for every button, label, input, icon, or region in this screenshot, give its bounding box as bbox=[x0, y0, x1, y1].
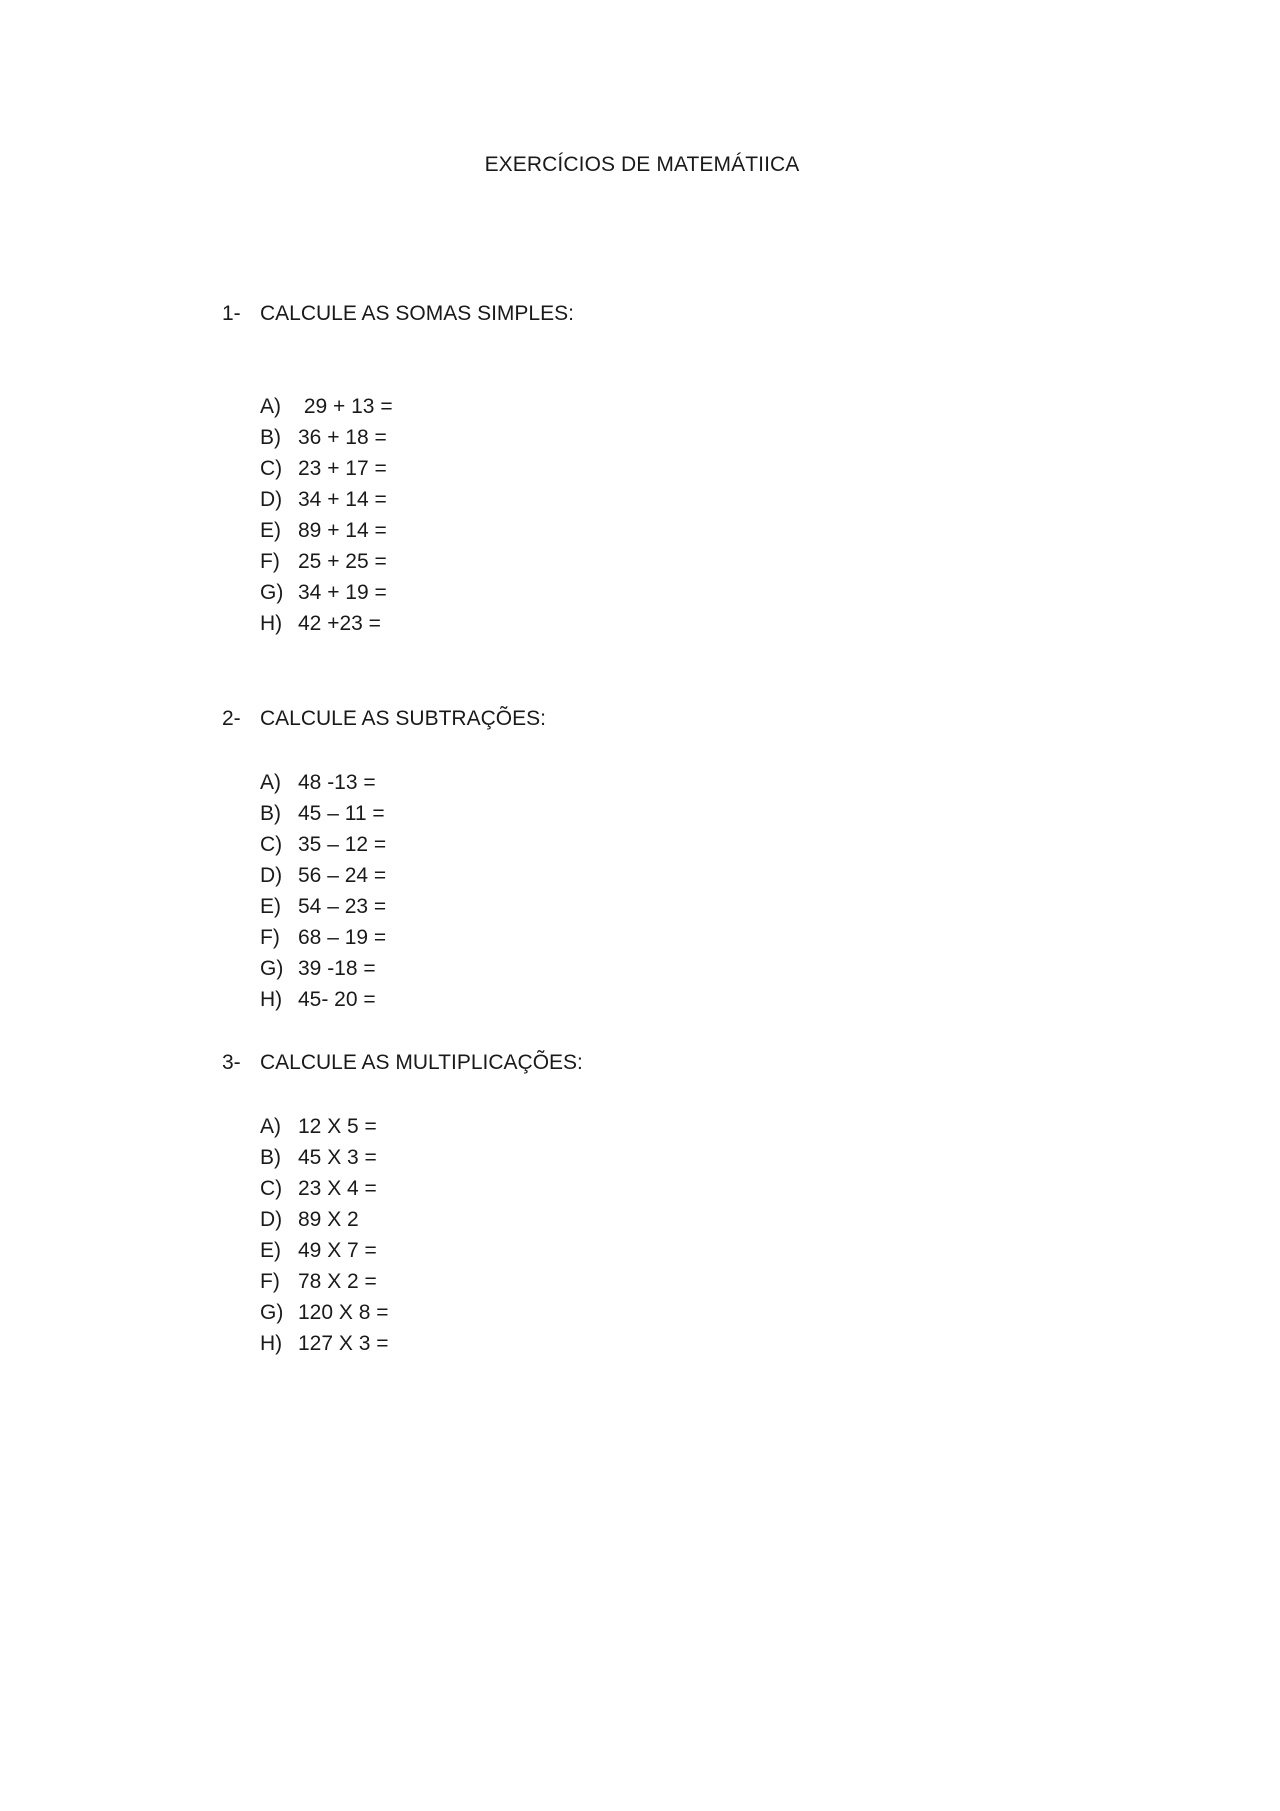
item-letter: B) bbox=[260, 802, 281, 825]
exercise-list bbox=[222, 767, 546, 1015]
section-heading bbox=[222, 705, 546, 733]
item-letter: H) bbox=[260, 612, 283, 635]
item-expression: 23 + 17 = bbox=[298, 457, 387, 480]
item-letter: B) bbox=[260, 426, 281, 449]
item-expression: 23 X 4 = bbox=[298, 1177, 377, 1200]
exercise-item bbox=[260, 953, 546, 984]
section-heading-text: CALCULE AS SUBTRAÇÕES: bbox=[260, 707, 546, 730]
item-expression: 54 – 23 = bbox=[298, 895, 387, 918]
exercise-item bbox=[260, 1328, 583, 1359]
exercise-item bbox=[260, 1235, 583, 1266]
item-expression: 127 X 3 = bbox=[298, 1332, 389, 1355]
section-subtractions bbox=[222, 705, 546, 1015]
exercise-item bbox=[260, 577, 574, 608]
exercise-item bbox=[260, 484, 574, 515]
item-expression: 34 + 14 = bbox=[298, 488, 387, 511]
exercise-item bbox=[260, 546, 574, 577]
item-letter: C) bbox=[260, 1177, 283, 1200]
item-expression: 45 X 3 = bbox=[298, 1146, 377, 1169]
exercise-item bbox=[260, 391, 574, 422]
item-expression: 78 X 2 = bbox=[298, 1270, 377, 1293]
item-expression: 68 – 19 = bbox=[298, 926, 387, 949]
exercise-item bbox=[260, 1111, 583, 1142]
item-letter: G) bbox=[260, 581, 284, 604]
exercise-item bbox=[260, 922, 546, 953]
item-expression: 36 + 18 = bbox=[298, 426, 387, 449]
item-letter: B) bbox=[260, 1146, 281, 1169]
exercise-item bbox=[260, 860, 546, 891]
item-letter: H) bbox=[260, 1332, 283, 1355]
exercise-item bbox=[260, 608, 574, 639]
item-letter: E) bbox=[260, 1239, 281, 1262]
item-expression: 29 + 13 = bbox=[298, 395, 393, 418]
exercise-list bbox=[222, 391, 574, 639]
exercise-item bbox=[260, 829, 546, 860]
item-expression: 49 X 7 = bbox=[298, 1239, 377, 1262]
item-letter: G) bbox=[260, 1301, 284, 1324]
section-heading-text: CALCULE AS SOMAS SIMPLES: bbox=[260, 302, 574, 325]
exercise-item bbox=[260, 984, 546, 1015]
section-number: 2- bbox=[222, 707, 241, 730]
section-heading-text: CALCULE AS MULTIPLICAÇÕES: bbox=[260, 1051, 583, 1074]
item-letter: E) bbox=[260, 519, 281, 542]
item-expression: 48 -13 = bbox=[298, 771, 376, 794]
item-expression: 34 + 19 = bbox=[298, 581, 387, 604]
item-expression: 120 X 8 = bbox=[298, 1301, 389, 1324]
item-letter: C) bbox=[260, 457, 283, 480]
item-expression: 25 + 25 = bbox=[298, 550, 387, 573]
item-letter: G) bbox=[260, 957, 284, 980]
item-letter: C) bbox=[260, 833, 283, 856]
item-letter: E) bbox=[260, 895, 281, 918]
exercise-item bbox=[260, 1297, 583, 1328]
section-number: 3- bbox=[222, 1051, 241, 1074]
item-letter: A) bbox=[260, 1115, 281, 1138]
exercise-item bbox=[260, 767, 546, 798]
item-letter: D) bbox=[260, 488, 283, 511]
item-letter: H) bbox=[260, 988, 283, 1011]
item-letter: F) bbox=[260, 550, 280, 573]
item-letter: D) bbox=[260, 1208, 283, 1231]
section-sums bbox=[222, 300, 574, 639]
exercise-item bbox=[260, 798, 546, 829]
item-expression: 89 X 2 bbox=[298, 1208, 359, 1231]
section-multiplications bbox=[222, 1049, 583, 1359]
exercise-item bbox=[260, 891, 546, 922]
item-expression: 45 – 11 = bbox=[298, 802, 385, 825]
section-number: 1- bbox=[222, 302, 241, 325]
item-letter: F) bbox=[260, 926, 280, 949]
item-letter: A) bbox=[260, 771, 281, 794]
exercise-item bbox=[260, 1173, 583, 1204]
exercise-item bbox=[260, 1142, 583, 1173]
item-expression: 42 +23 = bbox=[298, 612, 381, 635]
item-expression: 56 – 24 = bbox=[298, 864, 387, 887]
item-expression: 89 + 14 = bbox=[298, 519, 387, 542]
exercise-item bbox=[260, 515, 574, 546]
item-letter: F) bbox=[260, 1270, 280, 1293]
item-letter: A) bbox=[260, 395, 281, 418]
item-expression: 35 – 12 = bbox=[298, 833, 387, 856]
exercise-item bbox=[260, 1204, 583, 1235]
section-heading bbox=[222, 300, 574, 328]
section-heading bbox=[222, 1049, 583, 1077]
item-expression: 45- 20 = bbox=[298, 988, 376, 1011]
document-title: EXERCÍCIOS DE MATEMÁTIICA bbox=[484, 153, 800, 176]
item-expression: 12 X 5 = bbox=[298, 1115, 377, 1138]
exercise-list bbox=[222, 1111, 583, 1359]
item-expression: 39 -18 = bbox=[298, 957, 376, 980]
item-letter: D) bbox=[260, 864, 283, 887]
exercise-item bbox=[260, 1266, 583, 1297]
exercise-item bbox=[260, 453, 574, 484]
exercise-item bbox=[260, 422, 574, 453]
